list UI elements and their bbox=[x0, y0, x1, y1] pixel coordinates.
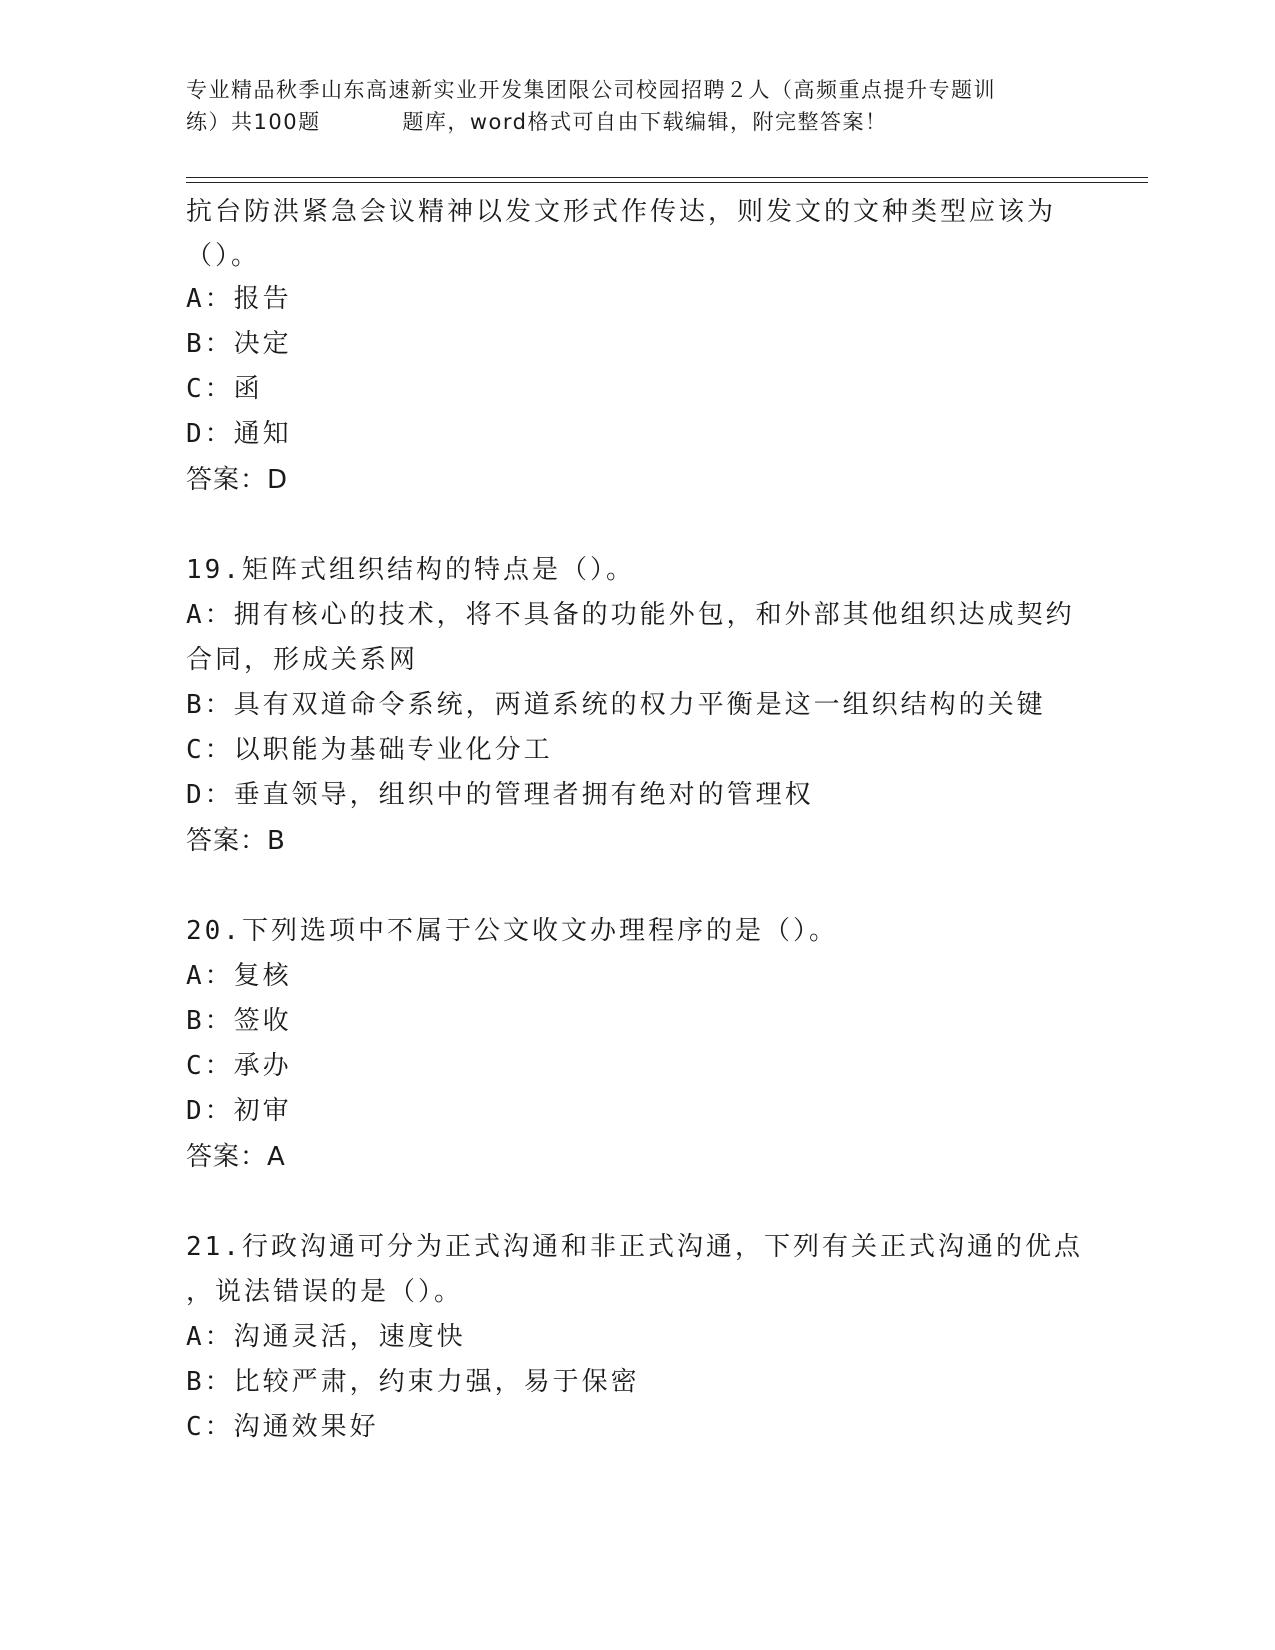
option: B：决定 bbox=[186, 329, 292, 359]
question-block bbox=[186, 1225, 1086, 1450]
option: A：拥有核心的技术，将不具备的功能外包，和外部其他组织达成契约 bbox=[186, 600, 1075, 630]
question-stem: 抗台防洪紧急会议精神以发文形式作传达，则发文的文种类型应该为 bbox=[186, 197, 1057, 227]
header-divider-bottom bbox=[186, 182, 1148, 183]
option: A：复核 bbox=[186, 961, 292, 991]
question-stem: ，说法错误的是（）。 bbox=[186, 1277, 464, 1307]
page-header bbox=[186, 74, 1086, 138]
option: D：初审 bbox=[186, 1096, 292, 1126]
option: D：垂直领导，组织中的管理者拥有绝对的管理权 bbox=[186, 780, 814, 810]
option: C：以职能为基础专业化分工 bbox=[186, 735, 553, 765]
header-line-1: 专业精品秋季山东高速新实业开发集团限公司校园招聘２人（高频重点提升专题训 bbox=[186, 78, 996, 102]
question-stem: 20.下列选项中不属于公文收文办理程序的是（）。 bbox=[186, 916, 838, 946]
question-stem: （）。 bbox=[186, 241, 261, 271]
option: A：沟通灵活，速度快 bbox=[186, 1322, 466, 1352]
option: C：沟通效果好 bbox=[186, 1412, 379, 1442]
option: C：承办 bbox=[186, 1051, 292, 1081]
question-block bbox=[186, 909, 1086, 1180]
option: B：具有双道命令系统，两道系统的权力平衡是这一组织结构的关键 bbox=[186, 690, 1046, 720]
answer: 答案：B bbox=[186, 826, 286, 856]
header-divider-top bbox=[186, 177, 1148, 178]
question-stem: 19.矩阵式组织结构的特点是（）。 bbox=[186, 555, 635, 585]
option: D：通知 bbox=[186, 419, 292, 449]
header-line-2: 练）共100题 题库，word格式可自由下载编辑，附完整答案！ bbox=[186, 110, 888, 134]
option: B：比较严肃，约束力强，易于保密 bbox=[186, 1367, 640, 1397]
option: A：报告 bbox=[186, 284, 292, 314]
answer: 答案：D bbox=[186, 465, 289, 495]
question-list bbox=[186, 190, 1086, 1450]
spacer bbox=[186, 864, 1086, 909]
option: C：函 bbox=[186, 374, 263, 404]
question-block bbox=[186, 190, 1086, 503]
option: B：签收 bbox=[186, 1006, 292, 1036]
spacer bbox=[186, 503, 1086, 548]
option-continuation: 合同，形成关系网 bbox=[186, 645, 419, 675]
question-block bbox=[186, 548, 1086, 864]
spacer bbox=[186, 1180, 1086, 1225]
question-stem: 21.行政沟通可分为正式沟通和非正式沟通，下列有关正式沟通的优点 bbox=[186, 1232, 1083, 1262]
answer: 答案：A bbox=[186, 1142, 286, 1172]
